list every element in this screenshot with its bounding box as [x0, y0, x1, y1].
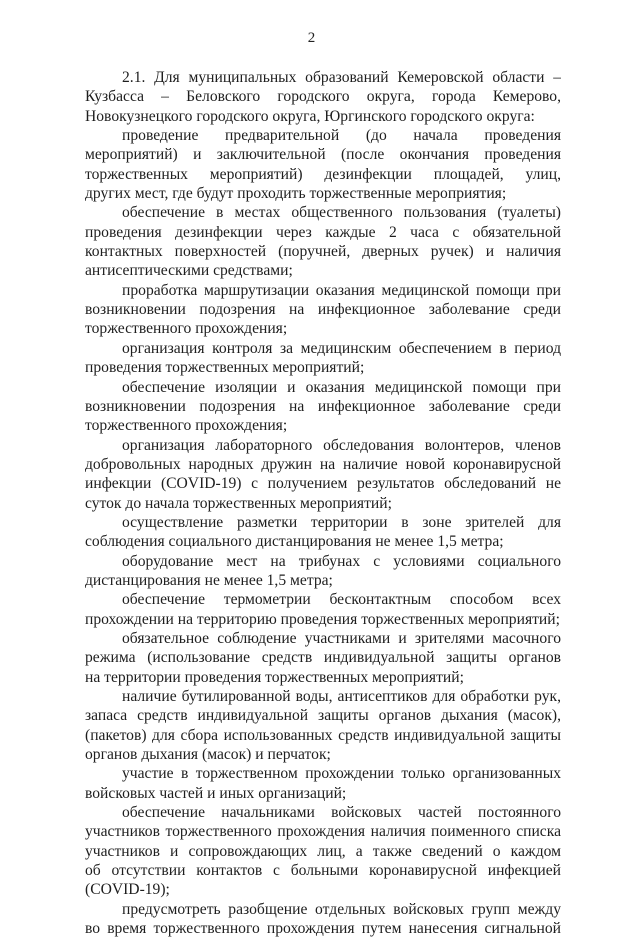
text-line: суток до начала торжественных мероприятий; [85, 494, 392, 512]
paragraph [85, 513, 561, 552]
paragraph [85, 803, 561, 900]
text-line: осуществление разметки территории в зоне зрителей для [122, 513, 561, 531]
text-line: войсковых частей и иных организаций; [85, 784, 347, 802]
page-number: 2 [307, 30, 316, 46]
text-line: инфекции (COVID-19) с получением результатов обследований не [85, 475, 561, 493]
text-line: торжественного прохождения; [85, 417, 288, 435]
text-line: оборудование мест на трибунах с условиями социального [122, 552, 561, 570]
text-line: (пакетов) для сбора использованных средств индивидуальной защиты [85, 726, 561, 744]
text-line: органов дыхания (масок) и перчаток; [85, 746, 331, 764]
text-line: возникновении подозрения на инфекционное заболевание среди [85, 301, 561, 319]
paragraph [85, 436, 561, 513]
text-line: проведения торжественных мероприятий; [85, 359, 365, 377]
text-line: режима (использование средств индивидуальной защиты органов [85, 649, 561, 667]
text-line: организация лабораторного обследования волонтеров, членов [122, 436, 561, 454]
paragraph [85, 203, 561, 280]
text-line: Кузбасса – Беловского городского округа, города Кемерово, [85, 88, 561, 106]
text-line: добровольных народных дружин на наличие новой коронавирусной [85, 455, 561, 473]
text-line: предусмотреть разобщение отдельных войсковых групп между [122, 900, 561, 918]
text-line: проведения дезинфекции через каждые 2 часа с обязательной [85, 223, 561, 241]
paragraph [85, 764, 561, 803]
text-line: обеспечение термометрии бесконтактным способом всех [122, 591, 561, 609]
paragraph [85, 68, 561, 126]
paragraph [85, 629, 561, 687]
text-line: дистанцирования не менее 1,5 метра; [85, 571, 333, 589]
text-line: соблюдения социального дистанцирования не менее 1,5 метра; [85, 533, 504, 551]
text-line: проработка маршрутизации оказания медицинской помощи при [122, 281, 561, 299]
paragraph [85, 126, 561, 203]
text-line: торжественного прохождения; [85, 320, 288, 338]
text-line: 2.1. Для муниципальных образований Кемеровской области – [122, 69, 561, 86]
text-line: (COVID-19); [85, 881, 170, 899]
text-line: во время торжественного прохождения путем нанесения сигнальной [85, 920, 561, 938]
paragraph [85, 339, 561, 378]
text-line: обеспечение в местах общественного пользования (туалеты) [122, 204, 561, 222]
text-line: запаса средств индивидуальной защиты органов дыхания (масок), [85, 707, 561, 725]
text-line: на территории проведения торжественных мероприятий; [85, 668, 464, 686]
paragraph [85, 687, 561, 764]
paragraph [85, 552, 561, 591]
text-line: об отсутствии контактов с больными коронавирусной инфекцией [85, 862, 561, 880]
paragraph [85, 900, 561, 938]
text-line: проведение предварительной (до начала проведения [122, 127, 561, 145]
text-line: участников торжественного прохождения наличия поименного списка [85, 823, 561, 841]
text-line: антисептическими средствами; [85, 262, 293, 280]
text-line: обязательное соблюдение участниками и зрителями масочного [122, 629, 561, 647]
text-line: организация контроля за медицинским обеспечением в период [122, 339, 561, 357]
text-line: наличие бутилированной воды, антисептиков для обработки рук, [122, 688, 561, 705]
text-line: возникновении подозрения на инфекционное заболевание среди [85, 397, 561, 415]
document-body [85, 68, 561, 938]
text-line: прохождении на территорию проведения торжественных мероприятий; [85, 610, 560, 628]
text-line: других мест, где будут проходить торжественные мероприятия; [85, 185, 507, 203]
text-line: обеспечение начальниками войсковых частей постоянного [122, 804, 561, 822]
text-line: Новокузнецкого городского округа, Юргинского городского округа: [85, 107, 535, 125]
text-line: участие в торжественном прохождении только организованных [122, 765, 561, 783]
paragraph [85, 281, 561, 339]
paragraph [85, 378, 561, 436]
text-line: обеспечение изоляции и оказания медицинской помощи при [122, 378, 561, 396]
text-line: торжественных мероприятий) дезинфекции площадей, улиц, [85, 165, 561, 183]
text-line: участников и сопровождающих лиц, а также сведений о каждом [85, 842, 561, 860]
text-line: контактных поверхностей (поручней, дверных ручек) и наличия [85, 243, 561, 261]
text-line: мероприятий) и заключительной (после окончания проведения [85, 146, 561, 164]
paragraph [85, 590, 561, 629]
